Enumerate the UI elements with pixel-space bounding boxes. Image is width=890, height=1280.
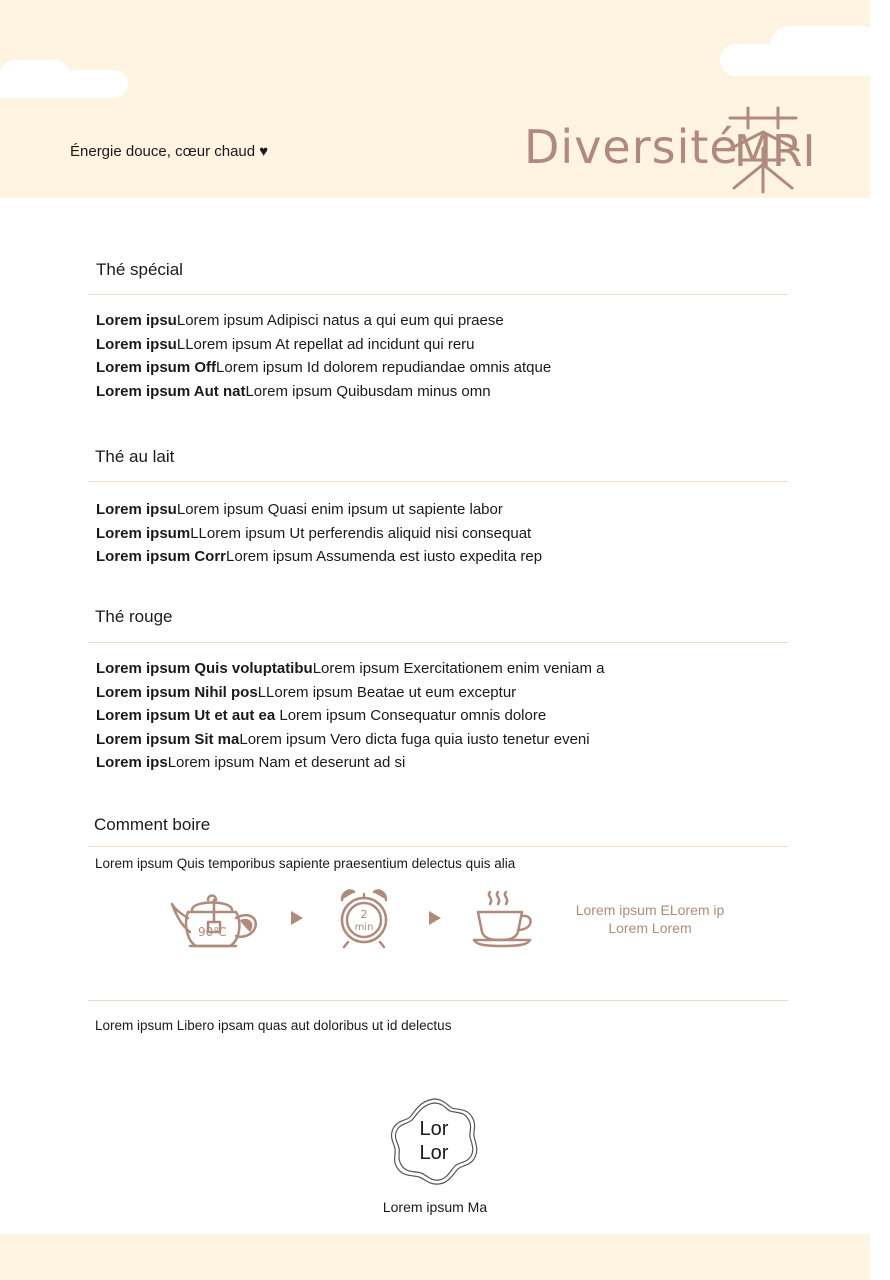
temperature-label: 90℃ (198, 925, 227, 939)
menu-list-special (96, 309, 551, 403)
alarm-clock-icon (338, 886, 390, 948)
item-desc: LLorem ipsum Ut perferendis aliquid nisi consequat (190, 524, 532, 542)
item-desc: Lorem ipsum Vero dicta fuga quia iusto tenetur eveni (239, 730, 590, 748)
brew-note-line: Lorem Lorem (608, 920, 692, 936)
cloud-left-puff (0, 60, 70, 90)
footer-band (0, 1234, 870, 1280)
divider (88, 642, 788, 643)
item-desc: Lorem ipsum Id dolorem repudiandae omnis atque (216, 359, 552, 376)
menu-item (96, 657, 604, 681)
badge-caption: Lorem ipsum Ma (382, 1199, 488, 1215)
item-name: Lorem ipsum Off (96, 359, 217, 376)
section-title-red-tea: Thé rouge (95, 607, 173, 626)
arrow-right-icon (290, 910, 304, 926)
timer-number: 2 (360, 908, 368, 921)
item-name: Lorem ipsu (96, 312, 177, 329)
item-name: Lorem ips (96, 754, 168, 771)
item-desc: Lorem ipsum Nam et deserunt ad si (167, 754, 406, 771)
item-desc: Lorem ipsum Assumenda est iusto expedita rep (226, 548, 543, 565)
divider (88, 294, 788, 295)
item-name: Lorem ipsum Aut nat (96, 382, 246, 400)
badge-text (387, 1117, 481, 1165)
divider (88, 846, 788, 847)
tea-kanji-icon (720, 104, 816, 194)
how-to-footer-text: Lorem ipsum Libero ipsam quas aut doloribus ut id delectus (95, 1018, 452, 1033)
item-name: Lorem ipsum Nihil pos (96, 683, 258, 701)
menu-item (96, 333, 551, 357)
menu-list-red-tea (96, 657, 604, 775)
brew-note (560, 901, 740, 937)
section-title-special: Thé spécial (96, 260, 183, 279)
item-name: Lorem ipsu (96, 335, 177, 353)
item-desc: Lorem ipsum Adipisci natus a qui eum qui praese (176, 312, 504, 329)
timer-unit: min (354, 922, 374, 933)
menu-list-milk-tea (96, 498, 542, 569)
brew-note-line: Lorem ipsum ELorem ip (575, 902, 725, 918)
menu-item (96, 751, 604, 775)
menu-item (96, 728, 604, 752)
cloud-right-puff (770, 26, 880, 66)
brand-title: Diversité (524, 120, 739, 174)
menu-item (96, 356, 551, 380)
item-name: Lorem ipsum Corr (96, 548, 227, 565)
menu-item (96, 522, 542, 546)
brand-mark-text: MRI (734, 126, 816, 177)
item-name: Lorem ipsum Sit ma (96, 730, 240, 748)
section-title-how-to: Comment boire (94, 815, 211, 834)
item-desc: Lorem ipsum Quibusdam minus omn (245, 382, 491, 400)
header-band (0, 0, 870, 198)
section-title-milk-tea: Thé au lait (95, 447, 175, 466)
tea-cup-icon (472, 890, 536, 946)
teapot-icon (170, 888, 260, 950)
item-name: Lorem ipsum (96, 524, 191, 542)
item-desc: Lorem ipsum Exercitationem enim veniam a (312, 660, 605, 677)
item-desc: Lorem ipsum Consequatur omnis dolore (275, 707, 547, 724)
menu-item (96, 545, 542, 569)
menu-item (96, 704, 604, 728)
menu-item (96, 498, 542, 522)
badge-line: Lor (419, 1142, 449, 1164)
how-to-intro: Lorem ipsum Quis temporibus sapiente praesentium delectus quis alia (95, 856, 516, 871)
item-desc: LLorem ipsum Beatae ut eum exceptur (257, 683, 517, 701)
item-desc: Lorem ipsum Quasi enim ipsum ut sapiente labor (176, 501, 503, 518)
divider (88, 481, 788, 482)
menu-item (96, 681, 604, 705)
item-name: Lorem ipsum Quis voluptatibu (96, 660, 313, 677)
item-desc: LLorem ipsum At repellat ad incidunt qui reru (176, 335, 475, 353)
divider (88, 1000, 788, 1001)
menu-item (96, 309, 551, 333)
badge-line: Lor (419, 1118, 449, 1140)
arrow-right-icon (428, 910, 442, 926)
item-name: Lorem ipsu (96, 501, 177, 518)
item-name: Lorem ipsum Ut et aut ea (96, 707, 276, 724)
tagline: Énergie douce, cœur chaud ♥ (70, 143, 269, 160)
menu-item (96, 380, 551, 404)
